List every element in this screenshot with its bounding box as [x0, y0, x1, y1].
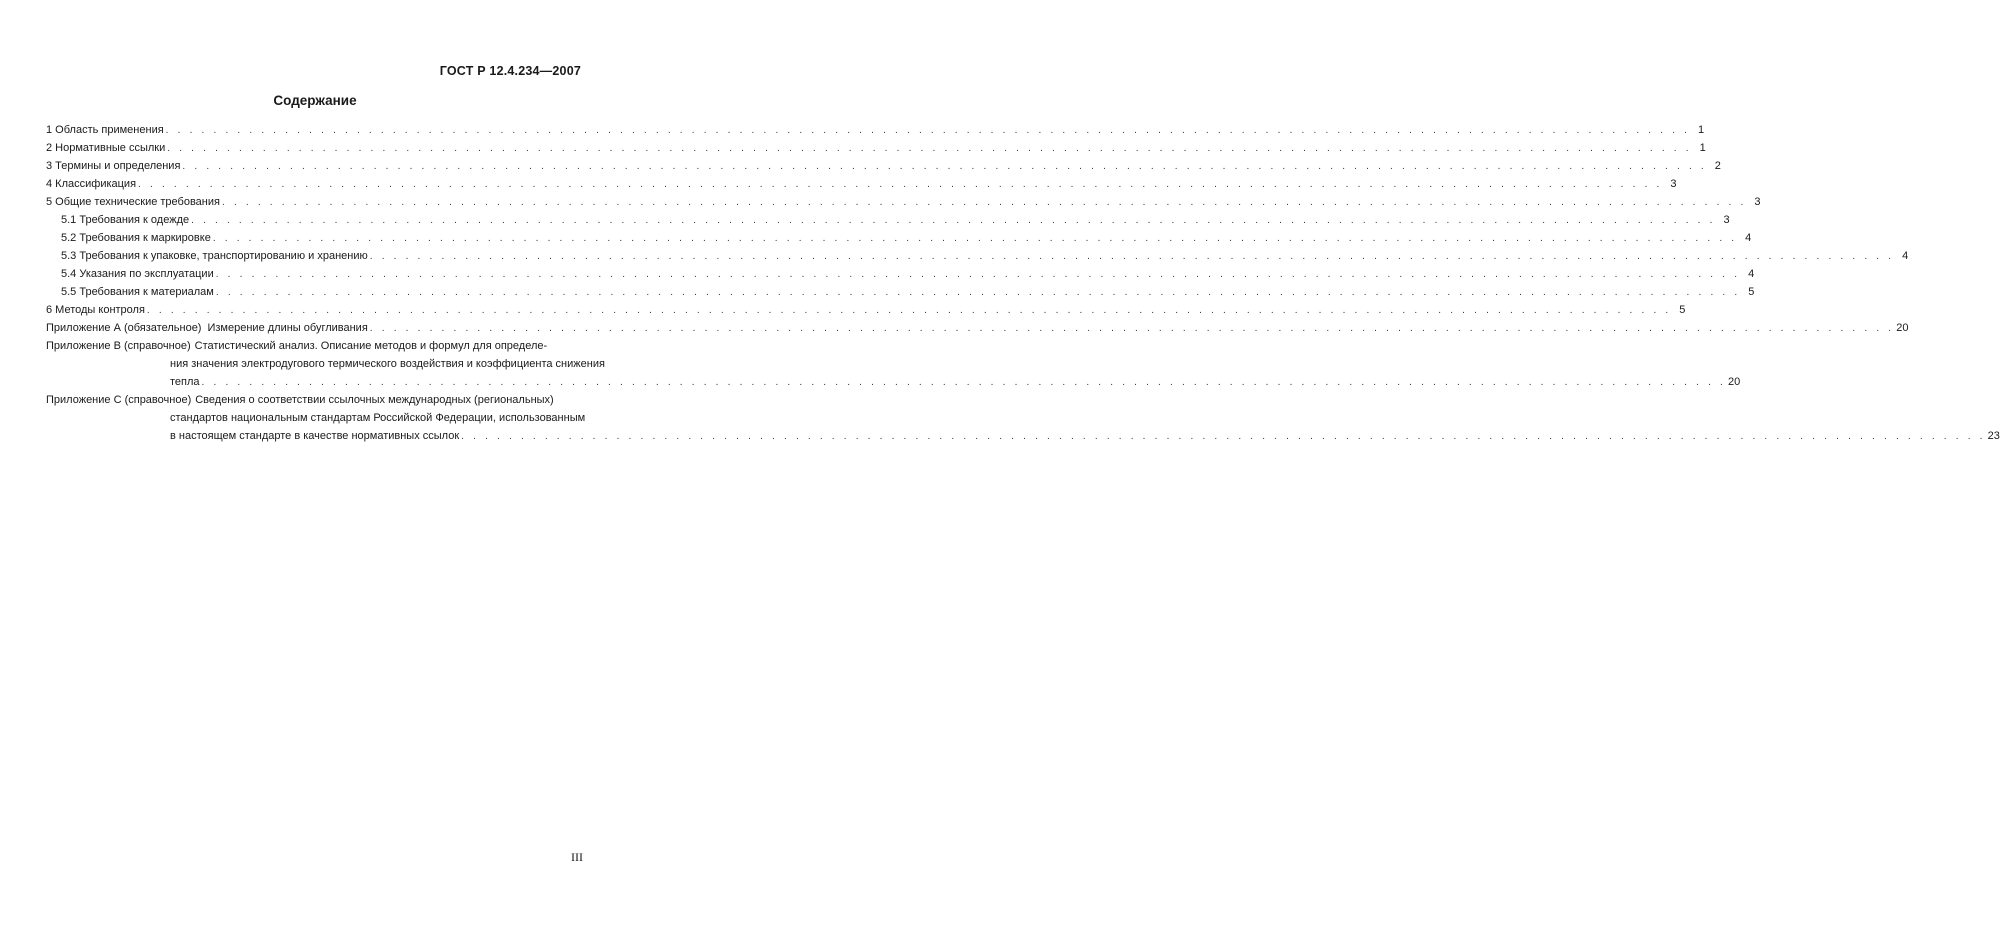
- toc-entry-1[interactable]: 1 Область применения . . . 1: [46, 121, 584, 139]
- toc-entry-5-3[interactable]: 5.3 Требования к упаковке, транспортированию и хранению . . . 4: [46, 247, 584, 265]
- toc-entry-2[interactable]: 2 Нормативные ссылки . . . 1: [46, 139, 584, 157]
- toc-entry-5-2[interactable]: 5.2 Требования к маркировке . . . 4: [46, 229, 584, 247]
- toc-entry-4[interactable]: 4 Классификация . . . 3: [46, 175, 584, 193]
- document-code: ГОСТ Р 12.4.234—2007: [439, 64, 581, 78]
- toc-entry-6[interactable]: 6 Методы контроля . . . 5: [46, 301, 584, 319]
- toc-entry-5[interactable]: 5 Общие технические требования . . . 3: [46, 193, 584, 211]
- appendix-label: Приложение С (справочное): [46, 394, 192, 406]
- toc-title: Содержание: [273, 93, 357, 108]
- appendix-line: Приложение В (справочное) Статистический анализ. Описание методов и формул для определе-: [46, 340, 548, 352]
- appendix-label: Приложение А (обязательное): [46, 322, 202, 334]
- toc-entry-5-1[interactable]: 5.1 Требования к одежде . . . 3: [46, 211, 584, 229]
- appendix-line: ния значения электродугового термического воздействия и коэффициента снижения: [170, 358, 605, 370]
- appendix-line-last: тепла . . . 20: [46, 373, 1740, 391]
- appendix-title: Измерение длины обугливания: [207, 322, 368, 334]
- toc-appendix-b[interactable]: [46, 337, 1741, 391]
- toc-entry-5-4[interactable]: 5.4 Указания по эксплуатации . . . 4: [46, 265, 584, 283]
- toc-appendix-a[interactable]: Приложение А (обязательное) Измерение длины обугливания . . . 20: [46, 319, 584, 337]
- appendix-line: стандартов национальным стандартам Российской Федерации, использованным: [170, 412, 586, 424]
- page-number: III: [571, 850, 583, 864]
- appendix-line-last: в настоящем стандарте в качестве нормативных ссылок . . . 23: [46, 427, 2000, 445]
- appendix-label: Приложение В (справочное): [46, 340, 191, 352]
- table-of-contents: [46, 121, 2000, 445]
- toc-appendix-c[interactable]: [46, 391, 2000, 445]
- toc-entry-5-5[interactable]: 5.5 Требования к материалам . . . 5: [46, 283, 584, 301]
- toc-entry-3[interactable]: 3 Термины и определения . . . 2: [46, 157, 584, 175]
- appendix-line: Приложение С (справочное) Сведения о соответствии ссылочных международных (региональных): [46, 394, 554, 406]
